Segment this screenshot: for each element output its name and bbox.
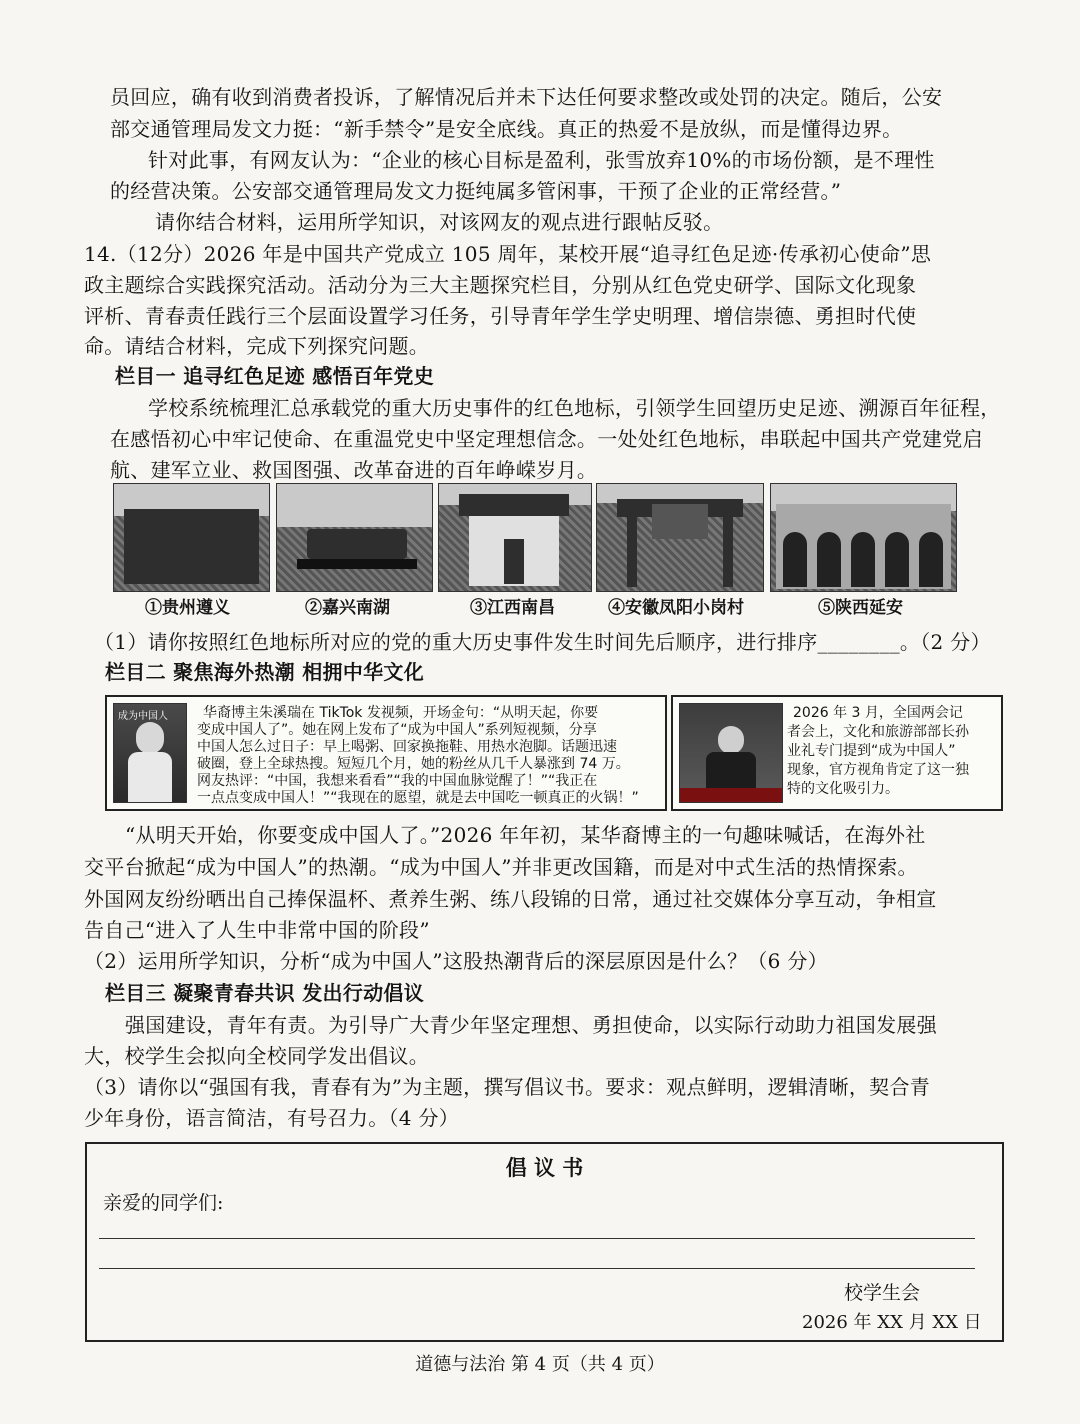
question-3: 少年身份，语言简洁，有号召力。（4 分） [84, 1106, 460, 1130]
photo-xiaogang-village [596, 483, 764, 592]
photo-zunyi [113, 483, 270, 592]
card-line: 网友热评：“中国，我想来看看”“我的中国血脉觉醒了！”“我正在 [197, 773, 598, 789]
paragraph-line: 的经营决策。公安部交通管理局发文力挺纯属多管闲事，干预了企业的正常经营。” [110, 179, 842, 203]
photo-yanan [770, 483, 957, 592]
section-2-line: “从明天开始，你要变成中国人了。”2026 年年初，某华裔博主的一句趣味喊话，在海外社 [125, 823, 926, 847]
proposal-date: 2026 年 XX 月 XX 日 [802, 1312, 982, 1333]
question-1: （1）请你按照红色地标所对应的党的重大历史事件发生时间先后顺序，进行排序________。（2 分） [94, 630, 991, 654]
proposal-greeting: 亲爱的同学们: [103, 1192, 224, 1214]
proposal-answer-box [85, 1142, 1004, 1342]
card-line: 2026 年 3 月，全国两会记 [793, 705, 963, 721]
blogger-photo [113, 703, 187, 803]
section-1-line: 在感悟初心中牢记使命、在重温党史中坚定理想信念。一处处红色地标，串联起中国共产党建党启 [110, 427, 983, 451]
card-line: 一点点变成中国人！”“我现在的愿望，就是去中国吃一顿真正的火锅！” [197, 790, 639, 806]
section-2-line: 外国网友纷纷晒出自己捧保温杯、煮养生粥、练八段锦的日常，通过社交媒体分享互动，争相宣 [84, 887, 937, 911]
section-2-heading: 栏目二 聚焦海外热潮 相拥中华文化 [105, 660, 425, 684]
section-1-heading: 栏目一 追寻红色足迹 感悟百年党史 [115, 364, 435, 388]
photo-nanhu-boat [276, 483, 433, 592]
image-title-text: 成为中国人 [118, 711, 168, 722]
card-line: 特的文化吸引力。 [787, 781, 899, 797]
section-1-line: 航、建军立业、救国图强、改革奋进的百年峥嵘岁月。 [110, 458, 598, 482]
card-line: 中国人怎么过日子：早上喝粥、回家换拖鞋、用热水泡脚。话题迅速 [197, 739, 617, 755]
question-3: （3）请你以“强国有我，青春有为”为主题，撰写倡议书。要求：观点鲜明，逻辑清晰，契合青 [84, 1075, 931, 1099]
photo-caption: ④安徽凤阳小岗村 [608, 598, 744, 618]
section-2-line: 交平台掀起“成为中国人”的热潮。“成为中国人”并非更改国籍，而是对中式生活的热情探索。 [84, 855, 918, 879]
press-conference-photo [679, 703, 783, 803]
section-3-line: 强国建设，青年有责。为引导广大青少年坚定理想、勇担使命，以实际行动助力祖国发展强 [125, 1013, 937, 1037]
card-line: 者会上，文化和旅游部部长孙 [787, 724, 969, 740]
writing-line[interactable] [99, 1238, 975, 1239]
card-line: 业礼专门提到“成为中国人” [787, 743, 956, 759]
section-2-line: 告自己“进入了人生中非常中国的阶段” [84, 918, 430, 942]
question-14-line: 14.（12分）2026 年是中国共产党成立 105 周年，某校开展“追寻红色足迹·传承初心使命”思 [84, 242, 932, 266]
card-line: 变成中国人了”。她在网上发布了“成为中国人”系列短视频，分享 [197, 722, 597, 738]
two-sessions-news-card [671, 695, 1003, 811]
writing-line[interactable] [99, 1268, 975, 1269]
question-14-line: 命。请结合材料，完成下列探究问题。 [84, 334, 430, 358]
page-footer: 道德与法治 第 4 页（共 4 页） [415, 1354, 665, 1375]
proposal-signature: 校学生会 [844, 1282, 921, 1304]
photo-nanchang [438, 483, 592, 592]
photo-caption: ②嘉兴南湖 [305, 598, 390, 618]
question-14-line: 政主题综合实践探究活动。活动分为三大主题探究栏目，分别从红色党史研学、国际文化现象 [84, 273, 917, 297]
paragraph-line: 针对此事，有网友认为：“企业的核心目标是盈利，张雪放弃10%的市场份额，是不理性 [148, 148, 935, 172]
card-line: 华裔博主朱溪瑞在 TikTok 发视频，开场金句：“从明天起，你要 [203, 705, 599, 721]
question-14-line: 评析、青春责任践行三个层面设置学习任务，引导青年学生学史明理、增信崇德、勇担时代使 [84, 304, 917, 328]
photo-caption: ⑤陕西延安 [818, 598, 903, 618]
section-3-line: 大，校学生会拟向全校同学发出倡议。 [84, 1044, 430, 1068]
section-3-heading: 栏目三 凝聚青春共识 发出行动倡议 [105, 981, 425, 1005]
photo-caption: ③江西南昌 [470, 598, 555, 618]
card-line: 破圈，登上全球热搜。短短几个月，她的粉丝从几千人暴涨到 74 万。 [197, 756, 630, 772]
question-2: （2）运用所学知识，分析“成为中国人”这股热潮背后的深层原因是什么？（6 分） [84, 949, 828, 973]
photo-caption: ①贵州遵义 [145, 598, 230, 618]
paragraph-line: 员回应，确有收到消费者投诉，了解情况后并未下达任何要求整改或处罚的决定。随后，公安 [110, 85, 943, 109]
tiktok-news-card [105, 695, 667, 811]
section-1-line: 学校系统梳理汇总承载党的重大历史事件的红色地标，引领学生回望历史足迹、溯源百年征程， [148, 396, 1001, 420]
paragraph-line: 部交通管理局发文力挺：“新手禁令”是安全底线。真正的热爱不是放纵，而是懂得边界。 [110, 117, 903, 141]
proposal-title: 倡 议 书 [505, 1155, 584, 1180]
paragraph-line: 请你结合材料，运用所学知识，对该网友的观点进行跟帖反驳。 [155, 210, 724, 234]
card-line: 现象，官方视角肯定了这一独 [787, 762, 969, 778]
